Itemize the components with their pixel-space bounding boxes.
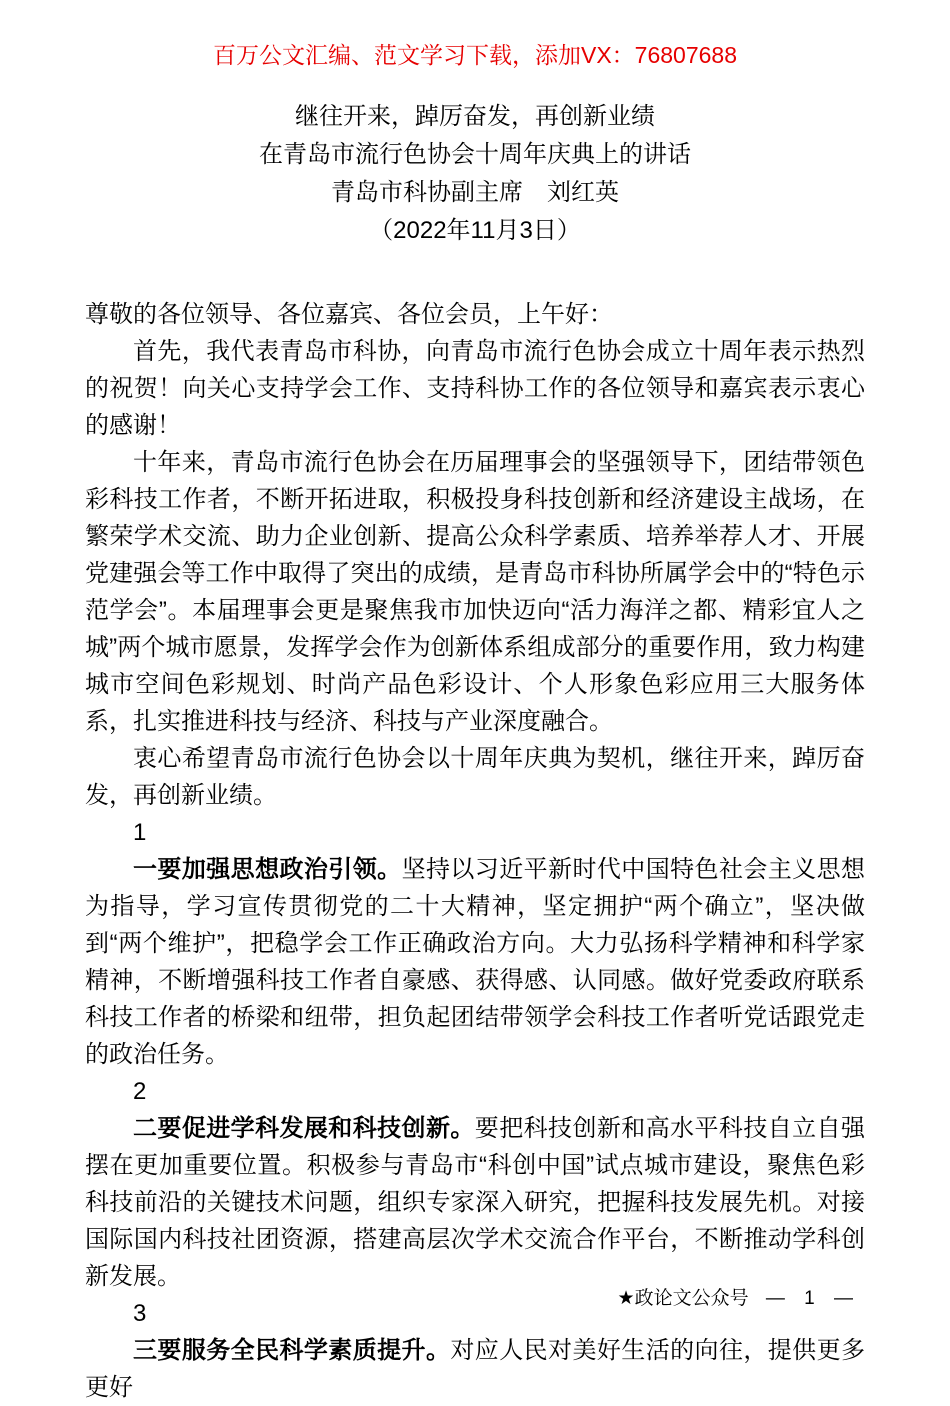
document-subtitle: 在青岛市流行色协会十周年庆典上的讲话 — [259, 141, 691, 168]
section-number-1: 1 — [133, 819, 147, 846]
paragraph: 首先，我代表青岛市科协，向青岛市流行色协会成立十周年表示热烈的祝贺！向关心支持学会工作、支持科协工作的各位领导和嘉宾表示衷心的感谢！ — [85, 338, 865, 439]
greeting-line: 尊敬的各位领导、各位嘉宾、各位会员，上午好： — [85, 301, 613, 328]
section-number-3: 3 — [133, 1300, 147, 1327]
document-date: （2022年11月3日） — [369, 217, 581, 244]
paragraph-section-1 — [85, 851, 865, 1073]
paragraph: 衷心希望青岛市流行色协会以十周年庆典为契机，继往开来，踔厉奋发，再创新业绩。 — [85, 745, 865, 809]
section-1-text: 坚持以习近平新时代中国特色社会主义思想为指导，学习宣传贯彻党的二十大精神，坚定拥护“两个确立”，坚决做到“两个维护”，把稳学会工作正确政治方向。大力弘扬科学精神和科学家精神，不断增强科技工作者自豪感、获得感、认同感。做好党委政府联系科技工作者的桥梁和纽带，担负起团结带领学会科技工作者听党话跟党走的政治任务。 — [85, 856, 866, 1068]
section-3-heading: 三要服务全民科学素质提升。 — [133, 1337, 451, 1364]
document-body — [85, 296, 865, 1406]
page-number: 1 — [804, 1288, 815, 1309]
section-3-text: 对应人民对美好生活的向往，提供更多更好 — [85, 1337, 866, 1401]
promo-notice: 百万公文汇编、范文学习下载，添加VX：76807688 — [212, 42, 737, 68]
document-author: 青岛市科协副主席 刘红英 — [331, 179, 619, 206]
footer-account-label: ★政论文公众号 — [617, 1288, 749, 1309]
section-number-2: 2 — [133, 1078, 147, 1105]
document-title: 继往开来，踔厉奋发，再创新业绩 — [295, 103, 655, 130]
page-footer — [618, 1283, 865, 1310]
paragraph-section-2 — [85, 1110, 865, 1295]
section-2-heading: 二要促进学科发展和科技创新。 — [133, 1115, 475, 1142]
section-1-heading: 一要加强思想政治引领。 — [133, 856, 402, 883]
footer-left-dash: — — [765, 1288, 785, 1309]
paragraph: 十年来，青岛市流行色协会在历届理事会的坚强领导下，团结带领色彩科技工作者，不断开拓进取，积极投身科技创新和经济建设主战场，在繁荣学术交流、助力企业创新、提高公众科学素质、培养举荐人才、开展党建强会等工作中取得了突出的成绩，是青岛市科协所属学会中的“特色示范学会”。本届理事会更是聚焦我市加快迈向“活力海洋之都、精彩宜人之城”两个城市愿景，发挥学会作为创新体系组成部分的重要作用，致力构建城市空间色彩规划、时尚产品色彩设计、个人形象色彩应用三大服务体系，扎实推进科技与经济、科技与产业深度融合。 — [85, 449, 865, 735]
footer-right-dash: — — [834, 1288, 853, 1309]
section-2-text: 要把科技创新和高水平科技自立自强摆在更加重要位置。积极参与青岛市“科创中国”试点城市建设，聚焦色彩科技前沿的关键技术问题，组织专家深入研究，把握科技发展先机。对接国际国内科技社团资源，搭建高层次学术交流合作平台，不断推动学科创新发展。 — [85, 1115, 866, 1290]
paragraph-section-3 — [85, 1332, 865, 1406]
title-block — [85, 98, 865, 250]
